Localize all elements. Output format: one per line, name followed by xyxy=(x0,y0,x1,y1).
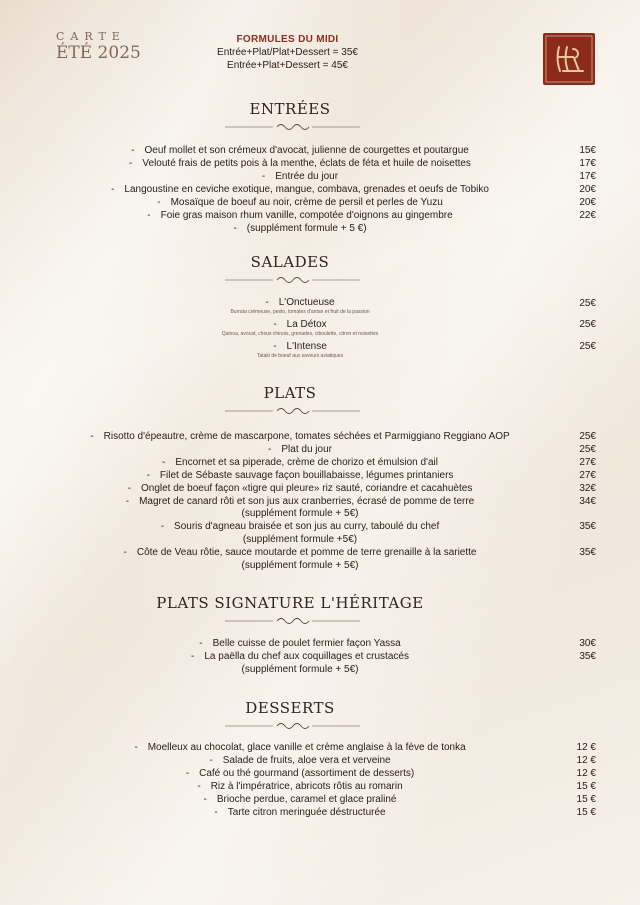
menu-item: - Risotto d'épeautre, crème de mascarpone, tomates séchées et Parmiggiano Reggiano AOP xyxy=(90,431,510,442)
formule-line: Entrée+Plat/Plat+Dessert = 35€ xyxy=(217,47,358,58)
item-price: 34€ xyxy=(579,496,596,507)
supplement-note: (supplément formule +5€) xyxy=(242,534,358,545)
supplement-note: (supplément formule + 5€) xyxy=(241,664,359,675)
item-price: 27€ xyxy=(579,470,596,481)
formule-line: Entrée+Plat+Dessert = 45€ xyxy=(227,60,348,71)
item-price: 30€ xyxy=(579,638,596,649)
menu-item: - Mosaïque de boeuf au noir, crème de persil et perles de Yuzu xyxy=(157,197,443,208)
menu-item: - Velouté frais de petits pois à la menthe, éclats de féta et huile de noisettes xyxy=(129,158,471,169)
item-price: 22€ xyxy=(579,210,596,221)
supplement-note: (supplément formule + 5€) xyxy=(241,508,359,519)
menu-item: - La paëlla du chef aux coquillages et crustacés xyxy=(191,651,409,662)
menu-item: - Salade de fruits, aloe vera et verveine xyxy=(209,755,391,766)
ornament-divider xyxy=(225,275,360,285)
item-price: 15€ xyxy=(579,145,596,156)
item-price: 25€ xyxy=(579,341,596,352)
menu-item: - Entrée du jour xyxy=(261,171,339,182)
item-price: 15 € xyxy=(576,794,596,805)
item-price: 15 € xyxy=(576,807,596,818)
menu-item: - Café ou thé gourmand (assortiment de desserts) xyxy=(185,768,415,779)
item-price: 20€ xyxy=(579,184,596,195)
menu-item: - Tarte citron meringuée déstructurée xyxy=(214,807,386,818)
menu-item: - La Détox xyxy=(273,319,327,330)
item-price: 35€ xyxy=(579,651,596,662)
item-description: Burrata crémeuse, pesto, tomates d'antan et fruit de la passion xyxy=(230,309,370,315)
menu-item: - Brioche perdue, caramel et glace praliné xyxy=(203,794,397,805)
menu-item: - Oeuf mollet et son crémeux d'avocat, julienne de courgettes et poutargue xyxy=(131,145,469,156)
ornament-divider xyxy=(225,616,360,626)
section-title-entrees: ENTRÉES xyxy=(249,100,331,118)
item-price: 25€ xyxy=(579,431,596,442)
menu-item: - Riz à l'impératrice, abricots rôtis au romarin xyxy=(197,781,403,792)
season-label xyxy=(56,30,146,63)
menu-item: - Magret de canard rôti et son jus aux cranberries, écrasé de pomme de terre xyxy=(125,496,475,507)
menu-item: - Foie gras maison rhum vanille, compotée d'oignons au gingembre xyxy=(147,210,453,221)
section-title-plats: PLATS xyxy=(263,384,317,402)
item-price: 32€ xyxy=(579,483,596,494)
menu-item: - Plat du jour xyxy=(268,444,332,455)
ornament-divider xyxy=(225,406,360,416)
item-price: 25€ xyxy=(579,444,596,455)
section-title-desserts: DESSERTS xyxy=(245,699,335,717)
item-price: 12 € xyxy=(576,768,596,779)
item-price: 20€ xyxy=(579,197,596,208)
item-price: 12 € xyxy=(576,742,596,753)
item-price: 12 € xyxy=(576,755,596,766)
supplement-note: - (supplément formule + 5 €) xyxy=(233,223,367,234)
menu-item: - Encornet et sa piperade, crème de chorizo et émulsion d'ail xyxy=(162,457,438,468)
menu-item: - Moelleux au chocolat, glace vanille et crème anglaise à la fève de tonka xyxy=(134,742,466,753)
edition-label: ÉTÉ 2025 xyxy=(56,43,141,63)
carte-label: CARTE xyxy=(56,30,126,43)
ornament-divider xyxy=(225,122,360,132)
supplement-note: (supplément formule + 5€) xyxy=(241,560,359,571)
item-description: Tataki de boeuf aux saveurs asiatiques xyxy=(256,353,344,359)
item-price: 25€ xyxy=(579,298,596,309)
menu-item: - Filet de Sébaste sauvage façon bouillabaisse, légumes printaniers xyxy=(146,470,454,481)
menu-item: - Souris d'agneau braisée et son jus au curry, taboulé du chef xyxy=(160,521,440,532)
item-price: 27€ xyxy=(579,457,596,468)
menu-item: - L'Onctueuse xyxy=(265,297,335,308)
item-price: 35€ xyxy=(579,521,596,532)
item-price: 35€ xyxy=(579,547,596,558)
menu-item: - Belle cuisse de poulet fermier façon Yassa xyxy=(199,638,401,649)
item-price: 25€ xyxy=(579,319,596,330)
section-title-signature: PLATS SIGNATURE L'HÉRITAGE xyxy=(156,594,424,612)
section-title-salades: SALADES xyxy=(250,253,330,271)
lunch-formulas xyxy=(160,34,415,71)
formules-title: FORMULES DU MIDI xyxy=(236,34,339,45)
item-price: 17€ xyxy=(579,158,596,169)
ornament-divider xyxy=(225,721,360,731)
menu-item: - L'Intense xyxy=(273,341,327,352)
item-description: Quinoa, avocat, choux chinois, grenades, ciboulette, citron et noisettes xyxy=(221,331,379,337)
monogram-logo xyxy=(543,33,595,85)
item-price: 17€ xyxy=(579,171,596,182)
menu-item: - Côte de Veau rôtie, sauce moutarde et pomme de terre grenaille à la sariette xyxy=(123,547,477,558)
menu-item: - Onglet de boeuf façon «tigre qui pleure» riz sauté, coriandre et cacahuètes xyxy=(127,483,473,494)
menu-item: - Langoustine en ceviche exotique, mangue, combava, grenades et oeufs de Tobiko xyxy=(111,184,489,195)
item-price: 15 € xyxy=(576,781,596,792)
